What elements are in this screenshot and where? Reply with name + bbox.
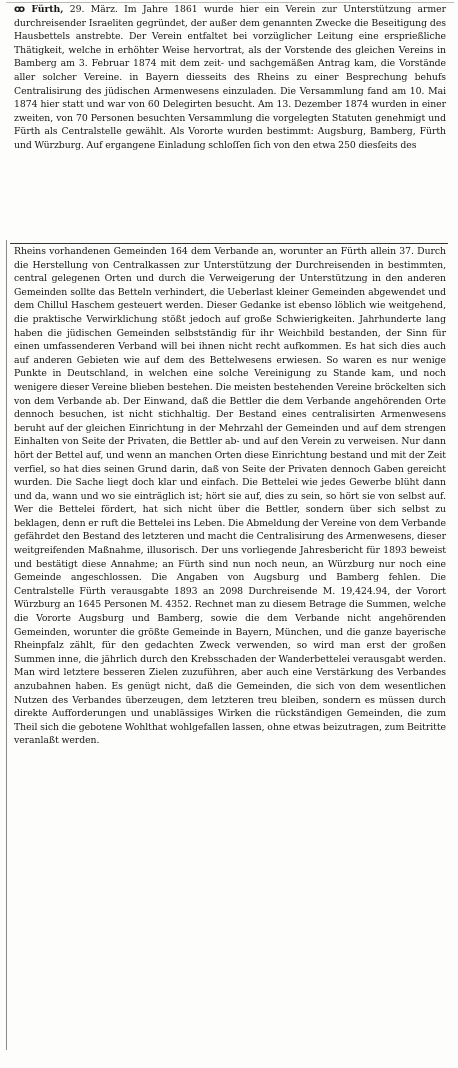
paragraph-1-text: Im Jahre 1861 wurde hier ein Verein zur Unterstützung armer durchreisender Israeliten gegründet, der außer dem genannten Zwecke die Beseitigung des Hausbettels anstrebte. Der Verein entfaltet bei vorzüglicher Leitung eine ersprießliche Thätigkeit, welche in erhöhter Weise hervortrat, als der Vorstende des gleichen Vereins in Bamberg am 3. Februar 1874 mit dem zeit- und sachgemäßen Antrag kam, die Vorstände aller solcher Vereine. in Bayern diesseits des Rheins zu einer Besprechung behufs Centralisirung des jüdischen Armenwesens einzuladen. Die Versammlung fand am 10. Mai 1874 hier statt und war von 60 Delegirten besucht. Am 13. Dezember 1874 wurden in einer zweiten, von 70 Personen besuchten Versammlung die vorgelegten Statuten genehmigt und Fürth als Centralstelle gewählt. Als Vororte wurden bestimmt: Augsburg, Bamberg, Fürth und Würzburg. Auf ergangene Einladung schloſſen ſich von den etwa 250 diesſeits des (14, 4, 446, 151)
column-rule (6, 240, 7, 1050)
article-paragraph-2 (14, 245, 446, 748)
block-separator (10, 243, 448, 244)
dateline-date: 29. März. (69, 4, 118, 15)
paragraph-2-text: Rheins vorhandenen Gemeinden 164 dem Verbande an, worunter an Fürth allein 37. Durch die Herstellung von Centralkassen zur Unterstützung der Durchreisenden in bestimmten, central gelegenen Orten und durch die Verweigerung der Unterstützung in den anderen Gemeinden sollte das Betteln verhindert, die Ueberlast kleiner Gemeinden abgewendet und dem Chillul Haschem gesteuert werden. Dieser Gedanke ist ebenso löblich wie weitgehend, die praktische Verwirklichung stößt jedoch auf große Schwierigkeiten. Jahrhunderte lang haben die jüdischen Gemeinden selbstständig für ihr Weichbild bestanden, der Sinn für einen umfassenderen Verband will bei ihnen nicht recht aufkommen. Es hat sich dies auch auf anderen Gebieten wie auf dem des Bettelwesens erwiesen. So waren es nur wenige Punkte in Deutschland, in welchen eine solche Vereinigung zu Stande kam, und noch wenigere dieser Vereine blieben bestehen. Die meisten bestehenden Vereine bröckelten sich von dem Verbande ab. Der Einwand, daß die Bettler die dem Verbande angehörenden Orte dennoch besuchen, ist nicht stichhaltig. Der Bestand eines centralisirten Armenwesens beruht auf der gleichen Einrichtung in der Mehrzahl der Gemeinden und auf dem strengen Einhalten von Seite der Privaten, die Bettler ab- und auf den Verein zu verweisen. Nur dann hört der Bettel auf, und wenn an manchen Orten diese Einrichtung bestand und mit der Zeit verfiel, so hat dies seinen Grund darin, daß von Seite der Privaten dennoch Gaben gereicht wurden. Die Sache liegt doch klar und einfach. Die Bettelei wie jedes Gewerbe blüht dann und da, wann und wo sie einträglich ist; hört sie auf, dies zu sein, so hört sie von selbst auf. Wer die Bettelei fördert, hat sich nicht über die Bettler, sondern über sich selbst zu beklagen, denn er ruft die Bettelei ins Leben. Die Abmeldung der Vereine von dem Verbande gefährdet den Bestand des letzteren und macht die Centralisirung des Armenwesens, dieser weitgreifenden Maßnahme, illusorisch. Der uns vorliegende Jahresbericht für 1893 beweist und bestätigt diese Annahme; an Fürth sind nun noch neun, an Würzburg nur noch eine Gemeinde angeschlossen. Die Angaben von Augsburg und Bamberg fehlen. Die Centralstelle Fürth verausgabte 1893 an 2098 Durchreisende M. 19,424.94, der Vorort Würzburg an 1645 Personen M. 4352. Rechnet man zu diesem Betrage die Summen, welche die Vororte Augsburg und Bamberg, sowie die dem Verbande nicht angehörenden Gemeinden, worunter die größte Gemeinde in Bayern, München, und die ganze bayerische Rheinpfalz zählt, für den gedachten Zweck verwenden, so wird man erst der großen Summen inne, die jährlich durch den Krebsschaden der Wanderbettelei verausgabt werden. Man wird letztere besseren Zielen zuzuführen, aber auch eine Verstärkung des Verbandes anzubahnen haben. Es genügt nicht, daß die Gemeinden, die sich von dem wesentlichen Nutzen des Verbandes überzeugen, dem letzteren treu bleiben, sondern es müssen durch direkte Aufforderungen und unablässiges Wirken die rückständigen Gemeinden, die zum Theil sich die gebotene Wohlthat wohlgefallen lassen, ohne etwas beizutragen, zum Beitritte veranlaßt werden. (14, 246, 446, 747)
section-mark-icon: ꝏ (14, 4, 26, 15)
article-paragraph-1 (14, 3, 446, 153)
dateline-place: Fürth, (31, 4, 64, 15)
